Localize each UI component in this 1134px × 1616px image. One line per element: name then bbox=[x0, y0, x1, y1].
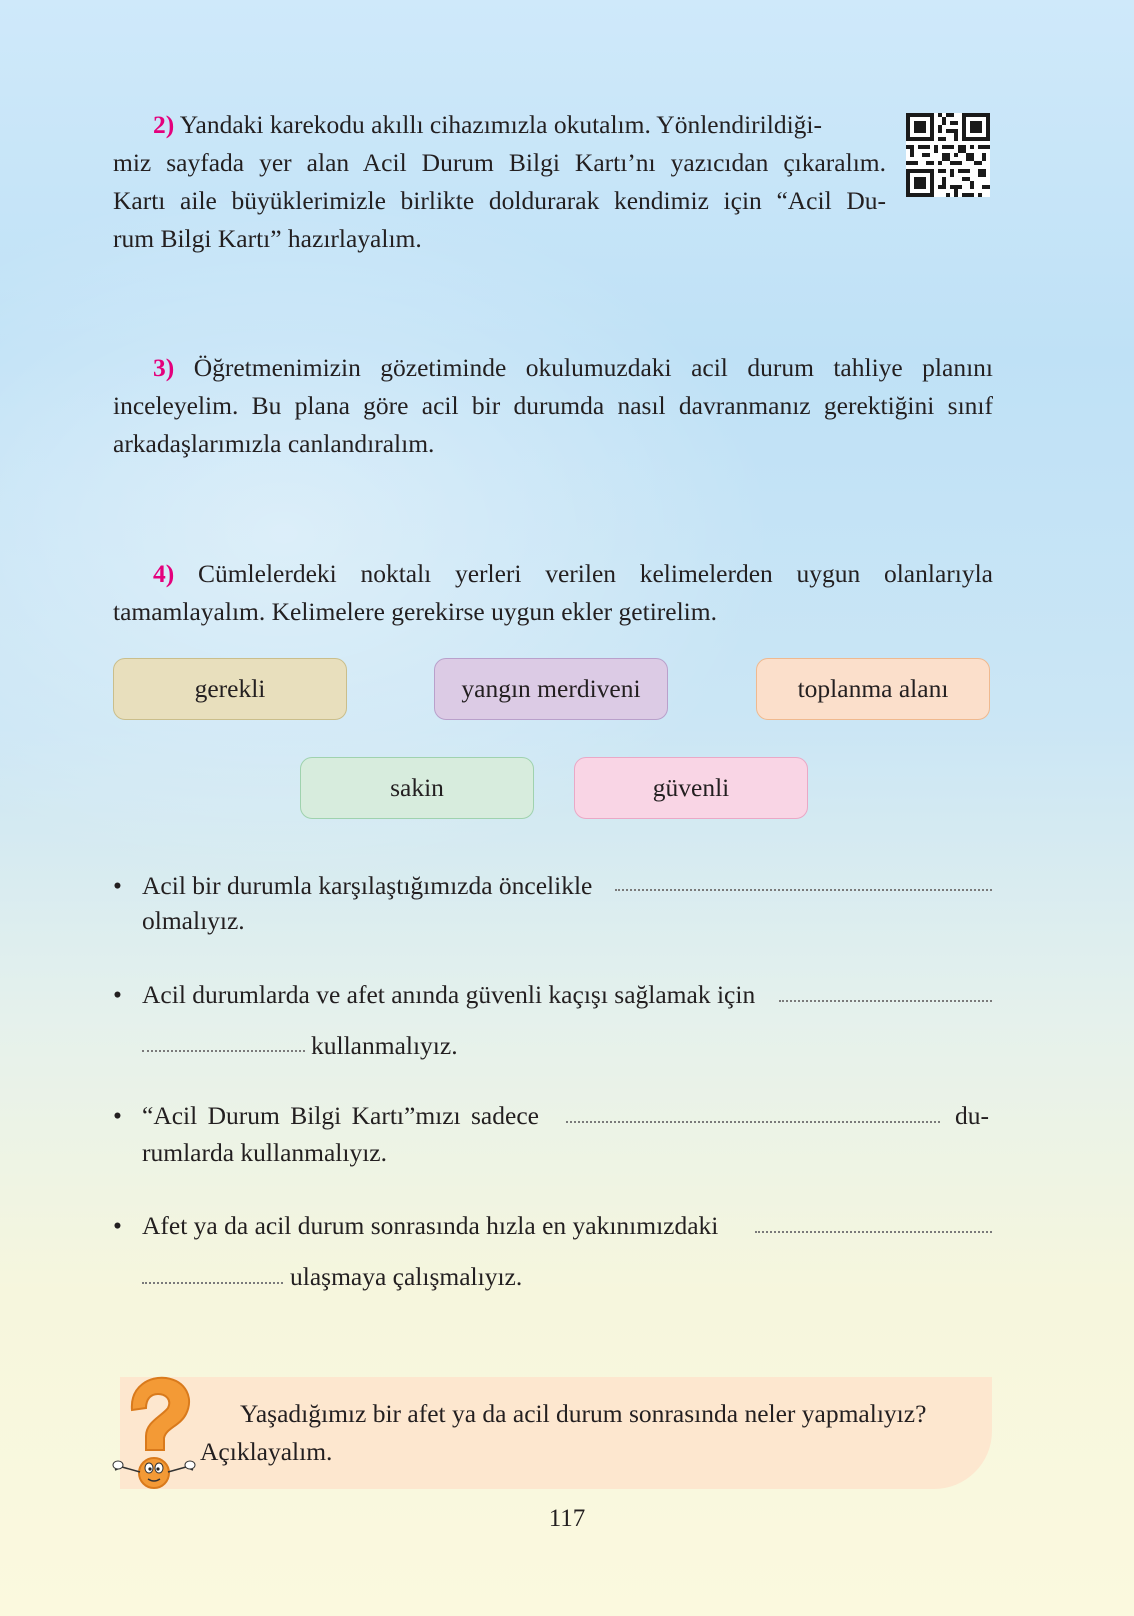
word-box-toplanma-alani: toplanma alanı bbox=[756, 658, 990, 720]
sentence-1-part-1: Acil bir durumla karşılaştığımızda öncelikle bbox=[142, 871, 593, 900]
callout-line-2: Açıklayalım. bbox=[200, 1437, 333, 1466]
question-2-number: 2) bbox=[153, 110, 175, 139]
word-box-yangin-merdiveni: yangın merdiveni bbox=[434, 658, 668, 720]
blank-3[interactable] bbox=[566, 1121, 940, 1123]
word-box-guvenli: güvenli bbox=[574, 757, 808, 819]
question-3 bbox=[113, 349, 993, 463]
sentence-4-part-1: Afet ya da acil durum sonrasında hızla en yakınımızdaki bbox=[142, 1211, 719, 1240]
sentence-1-part-2: olmalıyız. bbox=[142, 906, 245, 935]
sentence-2-part-2: kullanmalıyız. bbox=[311, 1031, 458, 1060]
blank-2b[interactable] bbox=[142, 1050, 305, 1052]
q2-line-3: Kartı aile büyüklerimizle birlikte doldurarak kendimiz için “Acil Du- bbox=[113, 186, 886, 215]
sentence-3-hyphen: du- bbox=[955, 1101, 989, 1130]
question-4-number: 4) bbox=[153, 559, 175, 588]
blank-1[interactable] bbox=[615, 889, 992, 891]
callout-line-1: Yaşadığımız bir afet ya da acil durum sonrasında neler yapmalıyız? bbox=[240, 1399, 927, 1428]
sentence-3-part-2: rumlarda kullanmalıyız. bbox=[142, 1138, 388, 1167]
callout-text bbox=[200, 1395, 980, 1471]
question-3-text: Öğretmenimizin gözetiminde okulumuzdaki acil durum tahliye planını inceleyelim. Bu plana göre acil bir durumda nasıl davranmanız gerektiğini sınıf arkadaşlarımızla canlandıralım. bbox=[113, 353, 994, 458]
question-3-number: 3) bbox=[153, 353, 175, 382]
q2-line-1-text: Yandaki karekodu akıllı cihazımızla okutalım. Yönlendirildiği- bbox=[179, 110, 823, 139]
bullet-1: • bbox=[113, 871, 122, 900]
bullet-2: • bbox=[113, 980, 122, 1009]
page-number: 117 bbox=[548, 1505, 586, 1532]
question-2 bbox=[113, 106, 886, 258]
blank-2a[interactable] bbox=[779, 1000, 992, 1002]
q2-line-1 bbox=[113, 106, 886, 144]
question-mark-mascot-icon bbox=[110, 1372, 200, 1494]
sentence-3-part-1: “Acil Durum Bilgi Kartı”mızı sadece bbox=[142, 1101, 539, 1130]
sentence-4-part-2: ulaşmaya çalışmalıyız. bbox=[290, 1262, 523, 1291]
bullet-3: • bbox=[113, 1101, 122, 1130]
q2-line-4: rum Bilgi Kartı” hazırlayalım. bbox=[113, 224, 422, 253]
blank-4a[interactable] bbox=[755, 1231, 992, 1233]
sentence-2-part-1: Acil durumlarda ve afet anında güvenli kaçışı sağlamak için bbox=[142, 980, 756, 1009]
bullet-4: • bbox=[113, 1211, 122, 1240]
blank-4b[interactable] bbox=[142, 1282, 283, 1284]
word-box-gerekli: gerekli bbox=[113, 658, 347, 720]
qr-code-icon[interactable] bbox=[906, 113, 990, 197]
question-4-text: Cümlelerdeki noktalı yerleri verilen kelimelerden uygun olanlarıyla tamamlayalım. Kelimelere gerekirse uygun ekler getirelim. bbox=[113, 559, 993, 626]
question-4 bbox=[113, 555, 993, 631]
word-box-sakin: sakin bbox=[300, 757, 534, 819]
q2-line-2: miz sayfada yer alan Acil Durum Bilgi Kartı’nı yazıcıdan çıkaralım. bbox=[113, 148, 886, 177]
